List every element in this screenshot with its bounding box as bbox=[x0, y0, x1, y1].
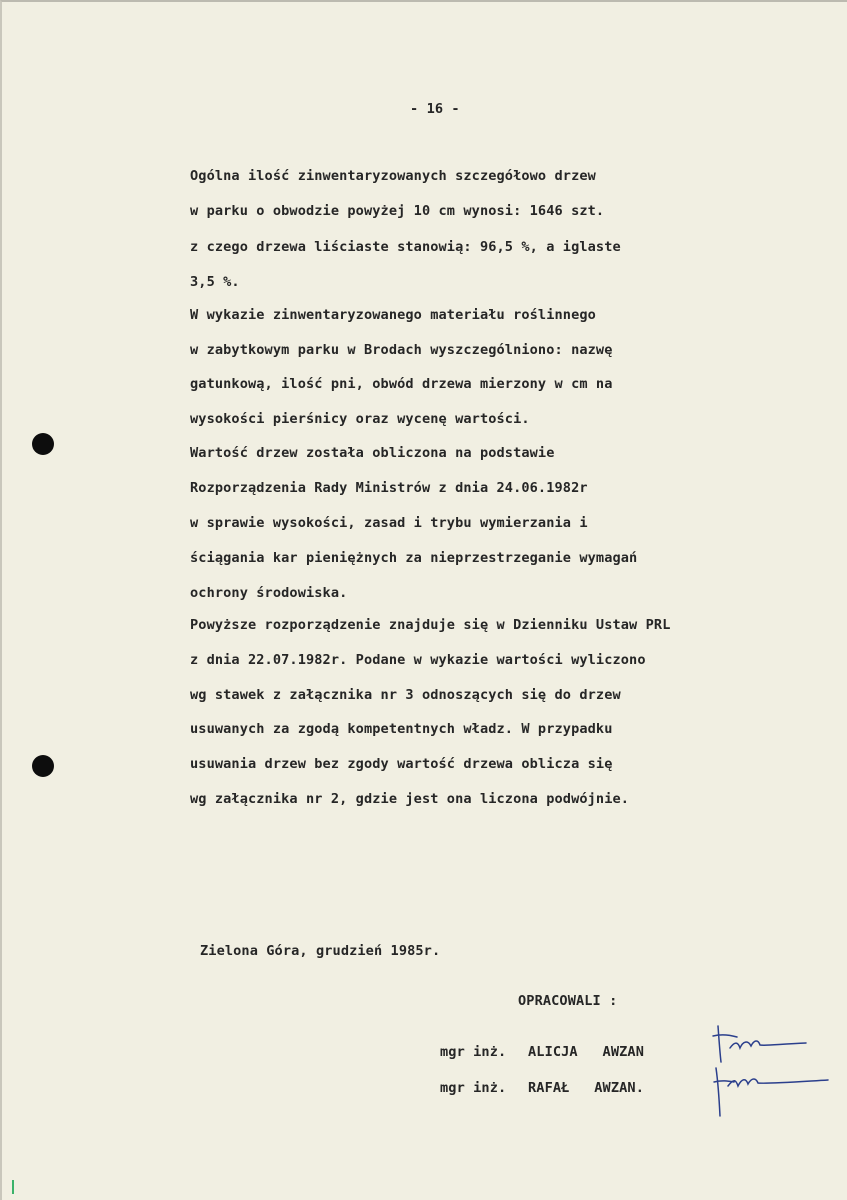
edge-mark bbox=[12, 1180, 14, 1194]
text-line: usuwania drzew bez zgody wartość drzewa oblicza się bbox=[190, 756, 613, 772]
text-line: z czego drzewa liściaste stanowią: 96,5 %, a iglaste bbox=[190, 239, 621, 255]
text-line: ściągania kar pieniężnych za nieprzestrzeganie wymagań bbox=[190, 550, 638, 566]
author-name: RAFAŁ AWZAN. bbox=[528, 1080, 644, 1096]
text-line: ochrony środowiska. bbox=[190, 585, 348, 601]
text-line: 3,5 %. bbox=[190, 274, 240, 290]
punch-hole bbox=[32, 755, 54, 777]
punch-hole bbox=[32, 433, 54, 455]
text-line: Rozporządzenia Rady Ministrów z dnia 24.06.1982r bbox=[190, 480, 588, 496]
text-line: z dnia 22.07.1982r. Podane w wykazie wartości wyliczono bbox=[190, 652, 646, 668]
author-title: mgr inż. bbox=[440, 1044, 507, 1060]
signature-image bbox=[710, 1016, 836, 1128]
author-title: mgr inż. bbox=[440, 1080, 507, 1096]
text-line: wg stawek z załącznika nr 3 odnoszących się do drzew bbox=[190, 687, 621, 703]
text-line: usuwanych za zgodą kompetentnych władz. W przypadku bbox=[190, 721, 613, 737]
place-date: Zielona Góra, grudzień 1985r. bbox=[200, 943, 441, 959]
text-line: Wartość drzew została obliczona na podstawie bbox=[190, 445, 555, 461]
author-name: ALICJA AWZAN bbox=[528, 1044, 644, 1060]
text-line: Ogólna ilość zinwentaryzowanych szczegółowo drzew bbox=[190, 168, 596, 184]
prepared-by-label: OPRACOWALI : bbox=[518, 993, 618, 1009]
text-line: wg załącznika nr 2, gdzie jest ona liczona podwójnie. bbox=[190, 791, 630, 807]
page-number: - 16 - bbox=[410, 101, 460, 117]
text-line: w parku o obwodzie powyżej 10 cm wynosi: 1646 szt. bbox=[190, 203, 605, 219]
text-line: wysokości pierśnicy oraz wycenę wartości. bbox=[190, 411, 530, 427]
text-line: W wykazie zinwentaryzowanego materiału roślinnego bbox=[190, 307, 596, 323]
text-line: Powyższe rozporządzenie znajduje się w Dzienniku Ustaw PRL bbox=[190, 617, 671, 633]
text-line: w sprawie wysokości, zasad i trybu wymierzania i bbox=[190, 515, 588, 531]
text-line: w zabytkowym parku w Brodach wyszczególniono: nazwę bbox=[190, 342, 613, 358]
text-line: gatunkową, ilość pni, obwód drzewa mierzony w cm na bbox=[190, 376, 613, 392]
